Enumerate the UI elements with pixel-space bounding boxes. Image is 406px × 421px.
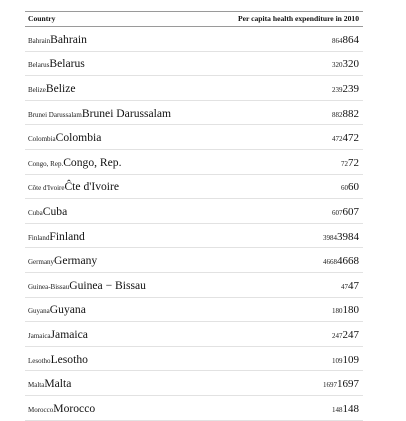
expenditure-value-small: 239 xyxy=(332,85,343,94)
expenditure-value-large: 1697 xyxy=(337,378,359,391)
country-name-large: Guyana xyxy=(49,303,86,317)
country-name-small: Malta xyxy=(28,381,45,390)
expenditure-cell xyxy=(205,395,363,420)
expenditure-cell xyxy=(205,100,363,125)
expenditure-cell xyxy=(205,297,363,322)
expenditure-value-small: 72 xyxy=(341,159,348,168)
expenditure-cell xyxy=(205,322,363,347)
expenditure-value-large: 4668 xyxy=(337,255,359,268)
expenditure-cell xyxy=(205,346,363,371)
expenditure-cell xyxy=(205,371,363,396)
table-row xyxy=(25,149,363,174)
country-name-large: Belize xyxy=(45,81,76,95)
expenditure-value-large: 247 xyxy=(342,328,359,341)
country-name-small: Guinea-Bissau xyxy=(28,282,70,291)
expenditure-value-large: 472 xyxy=(342,132,359,145)
country-cell xyxy=(25,199,205,224)
country-name-small: Jamaica xyxy=(28,331,51,340)
country-cell xyxy=(25,100,205,125)
expenditure-cell xyxy=(205,223,363,248)
expenditure-cell xyxy=(205,248,363,273)
expenditure-value-small: 472 xyxy=(332,135,343,144)
country-name-large: Malta xyxy=(44,377,72,391)
country-name-small: Congo, Rep. xyxy=(28,159,64,168)
country-cell xyxy=(25,371,205,396)
expenditure-value-small: 60 xyxy=(341,184,348,193)
table-body xyxy=(25,27,363,421)
document-page xyxy=(25,11,363,421)
expenditure-value-small: 148 xyxy=(332,405,343,414)
expenditure-value-large: 109 xyxy=(342,353,359,366)
table-row xyxy=(25,100,363,125)
country-name-large: Finland xyxy=(49,229,85,243)
table-header xyxy=(25,12,363,27)
table-row xyxy=(25,322,363,347)
country-cell xyxy=(25,297,205,322)
country-name-large: Guinea − Bissau xyxy=(69,278,146,292)
country-cell xyxy=(25,27,205,52)
expenditure-cell xyxy=(205,76,363,101)
expenditure-value-large: 180 xyxy=(342,304,359,317)
table-row xyxy=(25,395,363,420)
country-cell xyxy=(25,149,205,174)
expenditure-value-small: 4668 xyxy=(323,258,337,267)
country-name-large: Congo, Rep. xyxy=(63,155,122,169)
country-cell xyxy=(25,125,205,150)
header-expenditure: Per capita health expenditure in 2010 xyxy=(205,12,363,27)
country-name-small: Cuba xyxy=(28,208,43,217)
health-expenditure-table xyxy=(25,11,363,421)
expenditure-value-small: 607 xyxy=(332,208,343,217)
expenditure-value-small: 47 xyxy=(341,282,348,291)
expenditure-value-small: 180 xyxy=(332,307,343,316)
table-row xyxy=(25,199,363,224)
expenditure-value-small: 882 xyxy=(332,110,343,119)
expenditure-cell xyxy=(205,149,363,174)
expenditure-value-small: 1697 xyxy=(323,381,337,390)
expenditure-value-small: 864 xyxy=(332,36,343,45)
expenditure-value-large: 864 xyxy=(342,33,359,46)
table-row xyxy=(25,297,363,322)
country-name-large: Morocco xyxy=(53,401,96,415)
country-name-small: Colombia xyxy=(28,135,56,144)
expenditure-cell xyxy=(205,272,363,297)
country-name-large: Ĉte d'Ivoire xyxy=(64,180,120,194)
country-name-small: Morocco xyxy=(28,405,54,414)
country-cell xyxy=(25,272,205,297)
table-row xyxy=(25,125,363,150)
header-row xyxy=(25,12,363,27)
expenditure-value-small: 109 xyxy=(332,356,343,365)
table-row xyxy=(25,371,363,396)
expenditure-cell xyxy=(205,174,363,199)
country-name-large: Cuba xyxy=(42,204,68,218)
table-row xyxy=(25,223,363,248)
country-name-small: Belarus xyxy=(28,61,50,70)
expenditure-value-large: 47 xyxy=(348,279,359,292)
country-name-large: Bahrain xyxy=(50,32,87,46)
expenditure-value-small: 247 xyxy=(332,331,343,340)
country-name-small: Finland xyxy=(28,233,50,242)
country-name-small: Belize xyxy=(28,85,46,94)
country-name-large: Lesotho xyxy=(50,352,88,366)
country-cell xyxy=(25,174,205,199)
country-name-small: Lesotho xyxy=(28,356,51,365)
country-name-large: Germany xyxy=(54,254,98,268)
country-name-small: Germany xyxy=(28,258,55,267)
table-row xyxy=(25,346,363,371)
country-cell xyxy=(25,51,205,76)
country-cell xyxy=(25,76,205,101)
country-name-small: Côte d'Ivoire xyxy=(28,184,65,193)
expenditure-value-large: 72 xyxy=(348,156,359,169)
table-row xyxy=(25,27,363,52)
expenditure-cell xyxy=(205,51,363,76)
expenditure-cell xyxy=(205,199,363,224)
country-name-small: Brunei Darussalam xyxy=(28,110,82,119)
country-cell xyxy=(25,395,205,420)
country-cell xyxy=(25,322,205,347)
expenditure-value-large: 320 xyxy=(342,58,359,71)
country-cell xyxy=(25,223,205,248)
header-country: Country xyxy=(25,12,205,27)
table-row xyxy=(25,51,363,76)
country-name-small: Guyana xyxy=(28,307,50,316)
expenditure-cell xyxy=(205,125,363,150)
country-name-large: Jamaica xyxy=(50,327,88,341)
country-name-large: Brunei Darussalam xyxy=(81,106,172,120)
expenditure-value-large: 882 xyxy=(342,107,359,120)
country-cell xyxy=(25,346,205,371)
expenditure-cell xyxy=(205,27,363,52)
expenditure-value-large: 239 xyxy=(342,82,359,95)
country-name-large: Colombia xyxy=(55,131,102,145)
table-row xyxy=(25,174,363,199)
expenditure-value-large: 148 xyxy=(342,402,359,415)
expenditure-value-small: 320 xyxy=(332,61,343,70)
expenditure-value-large: 3984 xyxy=(337,230,359,243)
expenditure-value-large: 607 xyxy=(342,205,359,218)
expenditure-value-large: 60 xyxy=(348,181,359,194)
expenditure-value-small: 3984 xyxy=(323,233,337,242)
country-cell xyxy=(25,248,205,273)
table-row xyxy=(25,272,363,297)
country-name-small: Bahrain xyxy=(28,36,51,45)
table-row xyxy=(25,76,363,101)
country-name-large: Belarus xyxy=(49,57,85,71)
table-row xyxy=(25,248,363,273)
